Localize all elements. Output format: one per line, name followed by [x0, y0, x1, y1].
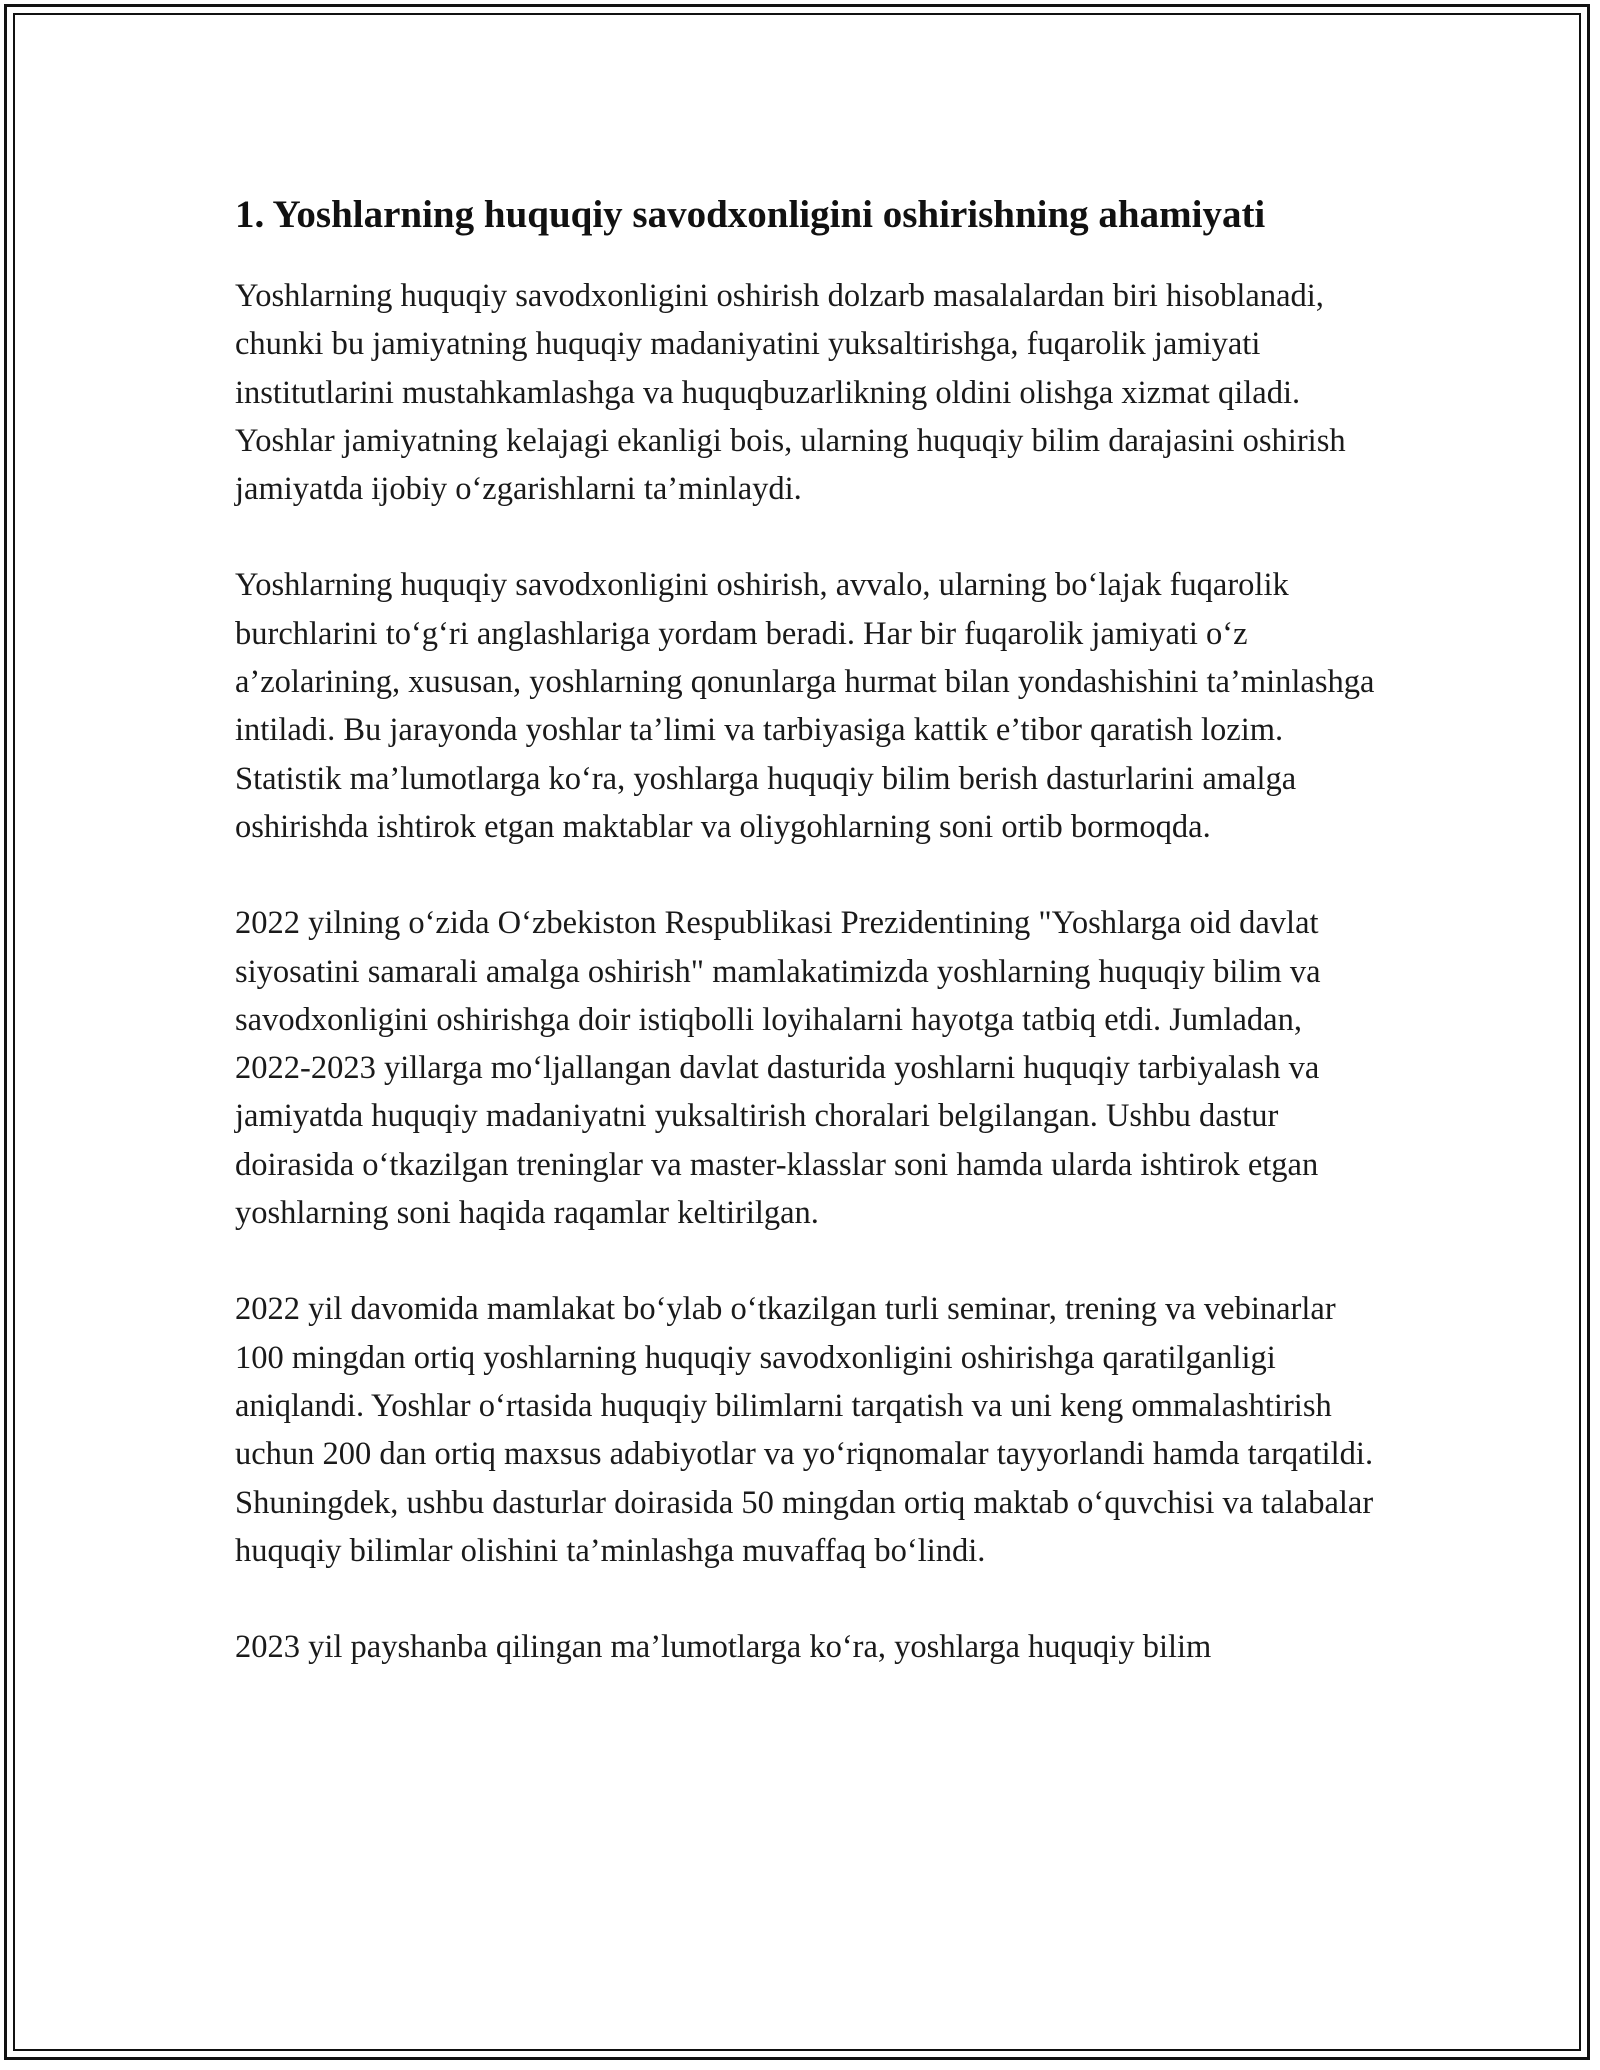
- paragraph-1: Yoshlarning huquqiy savodxonligini oshirish dolzarb masalalardan biri hisoblanadi, chunki bu jamiyatning huquqiy madaniyatini yuksaltirishga, fuqarolik jamiyati institutlarini mustahkamlashga va huquqbuzarlikning oldini olishga xizmat qiladi. Yoshlar jamiyatning kelajagi ekanligi bois, ularning huquqiy bilim darajasini oshirish jamiyatda ijobiy o‘zgarishlarni ta’minlaydi.: [235, 278, 1346, 508]
- paragraph-4: 2022 yil davomida mamlakat bo‘ylab o‘tkazilgan turli seminar, trening va vebinarlar 100 mingdan ortiq yoshlarning huquqiy savodxonligini oshirishga qaratilganligi aniqlandi. Yoshlar o‘rtasida huquqiy bilimlarni tarqatish va uni keng ommalashtirish uchun 200 dan ortiq maxsus adabiyotlar va yo‘riqnomalar tayyorlandi hamda tarqatildi. Shuningdek, ushbu dasturlar doirasida 50 mingdan ortiq maktab o‘quvchisi va talabalar huquqiy bilimlar olishini ta’minlashga muvaffaq bo‘lindi.: [235, 1291, 1374, 1569]
- paragraph-3: 2022 yilning o‘zida O‘zbekiston Respublikasi Prezidentining "Yoshlarga oid davlat siyosatini samarali amalga oshirish" mamlakatimizda yoshlarning huquqiy bilim va savodxonligini oshirishga doir istiqbolli loyihalarni hayotga tatbiq etdi. Jumladan, 2022-2023 yillarga mo‘ljallangan davlat dasturida yoshlarni huquqiy tarbiyalash va jamiyatda huquqiy madaniyatni yuksaltirish choralari belgilangan. Ushbu dastur doirasida o‘tkazilgan treninglar va master-klasslar soni hamda ularda ishtirok etgan yoshlarning soni haqida raqamlar keltirilgan.: [235, 905, 1321, 1232]
- paragraph-5: 2023 yil payshanba qilingan ma’lumotlarga ko‘ra, yoshlarga huquqiy bilim: [235, 1629, 1212, 1666]
- paragraph-2: Yoshlarning huquqiy savodxonligini oshirish, avvalo, ularning bo‘lajak fuqarolik burchlarini to‘g‘ri anglashlariga yordam beradi. Har bir fuqarolik jamiyati o‘z a’zolarining, xususan, yoshlarning qonunlarga hurmat bilan yondashishini ta’minlashga intiladi. Bu jarayonda yoshlar ta’limi va tarbiyasiga kattik e’tibor qaratish lozim. Statistik ma’lumotlarga ko‘ra, yoshlarga huquqiy bilim berish dasturlarini amalga oshirishda ishtirok etgan maktablar va oliygohlarning soni ortib bormoqda.: [235, 567, 1375, 845]
- document-body: [235, 190, 1375, 1719]
- section-heading: 1. Yoshlarning huquqiy savodxonligini oshirishning ahamiyati: [235, 193, 1266, 236]
